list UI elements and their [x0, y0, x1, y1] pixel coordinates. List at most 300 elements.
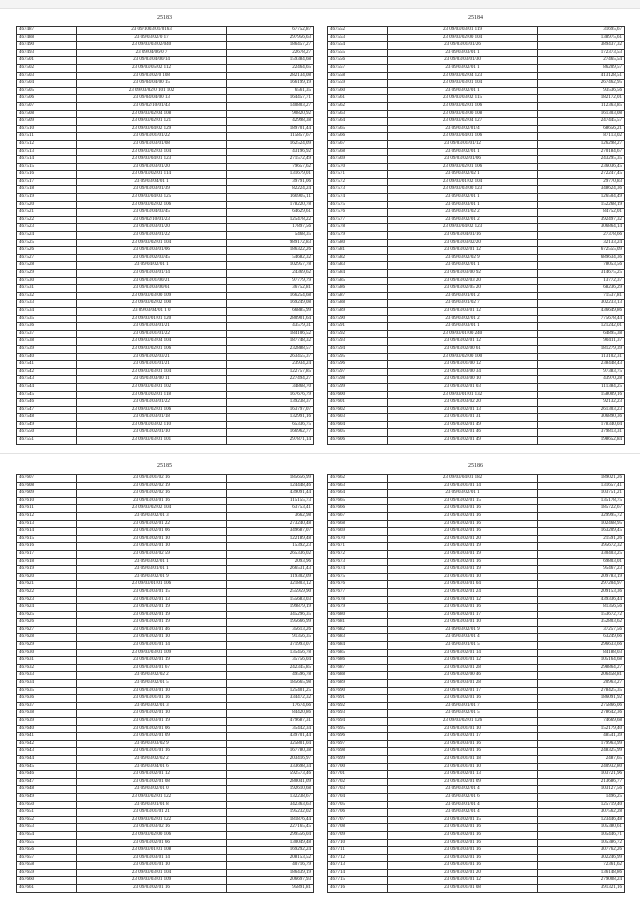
row-number-cell: 467536: [17, 323, 77, 331]
amount-cell: 93536,56: [538, 87, 625, 95]
row-number-cell: 467540: [17, 353, 77, 361]
table-row: [17, 512, 314, 520]
code-cell: 23 09/03/04/00/14: [77, 57, 227, 65]
row-number-cell: 467708: [328, 824, 388, 832]
code-cell: 23 09/03/03/01 1: [388, 201, 538, 209]
table-row: [17, 307, 314, 315]
table-row: [328, 323, 625, 331]
table-row: [17, 490, 314, 498]
row-number-cell: 467628: [17, 634, 77, 642]
code-cell: 23 09/03/02/01 5: [388, 710, 538, 718]
row-number-cell: 467551: [17, 437, 77, 445]
row-number-cell: 467639: [17, 718, 77, 726]
row-number-cell: 467641: [17, 733, 77, 741]
amount-cell: 105380,61: [538, 824, 625, 832]
amount-cell: 349687,07: [227, 528, 314, 536]
code-cell: 23 09/03/02/01 2: [388, 216, 538, 224]
code-cell: 23 09/03/02/01 16: [388, 824, 538, 832]
code-cell: 23 09/03/02/01 17: [388, 733, 538, 741]
amount-cell: 330403,25: [538, 550, 625, 558]
table-row: [17, 133, 314, 141]
code-cell: 23 09/03/02/01 16: [388, 520, 538, 528]
amount-cell: 5468,35: [227, 232, 314, 240]
table-row: [17, 793, 314, 801]
row-number-cell: 467658: [17, 862, 77, 870]
row-number-cell: 467577: [328, 216, 388, 224]
row-number-cell: 467703: [328, 786, 388, 794]
row-number-cell: 467591: [328, 323, 388, 331]
row-number-cell: 467685: [328, 649, 388, 657]
code-cell: 23 09/03/01/02 7: [388, 300, 538, 308]
row-number-cell: 467579: [328, 232, 388, 240]
amount-cell: 103751,21: [538, 490, 625, 498]
amount-cell: 189021,26: [538, 475, 625, 483]
code-cell: 23 09/03/02/01 10: [77, 634, 227, 642]
amount-cell: 24369,62: [227, 270, 314, 278]
code-cell: 23 09/03/01/01/21: [77, 361, 227, 369]
row-number-cell: 467625: [17, 611, 77, 619]
row-number-cell: 467694: [328, 718, 388, 726]
amount-cell: 69803,01: [538, 558, 625, 566]
code-cell: 23 09/03/02/01 10: [77, 543, 227, 551]
amount-cell: 138975,61: [538, 34, 625, 42]
amount-cell: 32133,24: [538, 239, 625, 247]
row-number-cell: 467640: [17, 725, 77, 733]
amount-cell: 186439,19: [227, 869, 314, 877]
code-cell: 23 09/03/03/01 4: [388, 634, 538, 642]
table-row: [17, 262, 314, 270]
amount-cell: 186091,92: [538, 695, 625, 703]
row-number-cell: 467566: [328, 133, 388, 141]
code-cell: 23 09/03/01/01 12: [388, 877, 538, 885]
row-number-cell: 467546: [17, 399, 77, 407]
row-number-cell: 467550: [17, 429, 77, 437]
row-number-cell: 467538: [17, 338, 77, 346]
code-cell: 23 09/03/01/01 120: [77, 315, 227, 323]
table-row: [328, 695, 625, 703]
amount-cell: 103127,56: [538, 786, 625, 794]
code-cell: 23 09/03/01/00 240: [388, 330, 538, 338]
amount-cell: 255959,90: [227, 588, 314, 596]
row-number-cell: 467677: [328, 588, 388, 596]
row-number-cell: 467516: [17, 171, 77, 179]
row-number-cell: 467522: [17, 216, 77, 224]
table-row: [17, 437, 314, 445]
row-number-cell: 467606: [328, 437, 388, 445]
code-cell: 23 09/03/02/01 1: [388, 490, 538, 498]
amount-cell: 302233,13: [538, 300, 625, 308]
row-number-cell: 467635: [17, 687, 77, 695]
code-cell: 23 09/03/02/01 9: [77, 573, 227, 581]
code-cell: 23 09/03/01/00 12: [388, 361, 538, 369]
table-row: [17, 178, 314, 186]
table-row: [328, 786, 625, 794]
row-number-cell: 467637: [17, 702, 77, 710]
code-cell: 23 09/03/03/00/61: [77, 285, 227, 293]
table-row: [17, 429, 314, 437]
table-row: [328, 178, 625, 186]
table-row: [328, 755, 625, 763]
table-row: [328, 216, 625, 224]
amount-cell: 166254,68: [227, 292, 314, 300]
code-cell: 23 09/03/01/01 10: [388, 763, 538, 771]
amount-cell: 273240,48: [227, 520, 314, 528]
amount-cell: 22464,65: [227, 64, 314, 72]
row-number-cell: 467633: [17, 672, 77, 680]
amount-cell: 672555,09: [538, 247, 625, 255]
row-number-cell: 467528: [17, 262, 77, 270]
table-row: [328, 437, 625, 445]
amount-cell: 213686,77: [538, 778, 625, 786]
code-cell: 23 09/03/03/01 119: [388, 27, 538, 35]
amount-cell: 97779,79: [227, 277, 314, 285]
table-row: [328, 300, 625, 308]
table-row: [328, 604, 625, 612]
table-row: [17, 399, 314, 407]
amount-cell: 182172,01: [538, 95, 625, 103]
row-number-cell: 467562: [328, 102, 388, 110]
table-row: [328, 292, 625, 300]
code-cell: 23 09/03/01/01 14: [77, 642, 227, 650]
amount-cell: 40716,79: [227, 862, 314, 870]
table-row: [328, 42, 625, 50]
table-row: [328, 573, 625, 581]
amount-cell: 84752,01: [538, 209, 625, 217]
row-number-cell: 467510: [17, 125, 77, 133]
table-row: [328, 232, 625, 240]
table-row: [17, 254, 314, 262]
row-number-cell: 467530: [17, 277, 77, 285]
row-number-cell: 467539: [17, 345, 77, 353]
row-number-cell: 467610: [17, 497, 77, 505]
row-number-cell: 467627: [17, 626, 77, 634]
amount-cell: 95467,23: [538, 566, 625, 574]
row-number-cell: 467707: [328, 816, 388, 824]
code-cell: 23 09/03/02/01 15: [388, 497, 538, 505]
table-row: [17, 680, 314, 688]
table-row: [17, 497, 314, 505]
table-row: [328, 102, 625, 110]
table-row: [328, 619, 625, 627]
row-number-cell: 467574: [328, 194, 388, 202]
amount-cell: 352803,62: [538, 619, 625, 627]
row-number-cell: 467541: [17, 361, 77, 369]
table-row: [17, 118, 314, 126]
code-cell: 23 09/03/01/01/22: [77, 133, 227, 141]
table-row: [328, 368, 625, 376]
table-row: [17, 869, 314, 877]
row-number-cell: 467585: [328, 277, 388, 285]
amount-cell: 181279,39: [538, 345, 625, 353]
table-row: [328, 315, 625, 323]
code-cell: 23 09/03/02/01 12: [77, 771, 227, 779]
code-cell: 23 09/03/02/01 0: [77, 786, 227, 794]
table-row: [17, 232, 314, 240]
code-cell: 23 09/03/03/01 14: [77, 854, 227, 862]
row-number-cell: 467615: [17, 535, 77, 543]
code-cell: 23 09/03/04/03/45: [77, 209, 227, 217]
row-number-cell: 467667: [328, 512, 388, 520]
amount-cell: 325801,04: [227, 740, 314, 748]
table-row: [328, 596, 625, 604]
table-block-25184: [327, 14, 624, 445]
table-row: [17, 209, 314, 217]
row-number-cell: 467709: [328, 831, 388, 839]
amount-cell: 199879,19: [227, 604, 314, 612]
code-cell: 23 09/03/04/02 123: [388, 224, 538, 232]
table-row: [17, 657, 314, 665]
table-row: [328, 733, 625, 741]
row-number-cell: 467630: [17, 649, 77, 657]
table-row: [328, 399, 625, 407]
row-number-cell: 467686: [328, 657, 388, 665]
amount-cell: 74669,68: [538, 718, 625, 726]
amount-cell: 775678,44: [538, 315, 625, 323]
code-cell: 23 09/03/04/01 123: [77, 156, 227, 164]
table-row: [328, 877, 625, 885]
table-row: [17, 315, 314, 323]
row-number-cell: 467506: [17, 95, 77, 103]
row-number-cell: 467652: [17, 816, 77, 824]
row-number-cell: 467512: [17, 140, 77, 148]
table-body: [17, 27, 314, 445]
code-cell: 23 09/03/01/01/22: [77, 330, 227, 338]
row-number-cell: 467488: [17, 34, 77, 42]
code-cell: 23 09/03/01/01 08: [388, 885, 538, 893]
row-number-cell: 467665: [328, 497, 388, 505]
row-number-cell: 467553: [328, 34, 388, 42]
code-cell: 23 09/03/02/01 104: [77, 239, 227, 247]
amount-cell: 185656,99: [227, 475, 314, 483]
row-number-cell: 467679: [328, 604, 388, 612]
row-number-cell: 467588: [328, 300, 388, 308]
code-cell: 23 09/03/02/01 19: [77, 611, 227, 619]
table-row: [328, 133, 625, 141]
amount-cell: 111384,25: [538, 383, 625, 391]
table-row: [17, 771, 314, 779]
code-cell: 23 09/03/02/01 10: [77, 710, 227, 718]
code-cell: 23 09/03/02/02 19: [77, 482, 227, 490]
table-row: [17, 778, 314, 786]
code-cell: 23 09/03/02/01 13: [388, 771, 538, 779]
row-number-cell: 467589: [328, 307, 388, 315]
amount-cell: 1496,25: [538, 793, 625, 801]
code-cell: 23 09/03/03/02 16: [77, 824, 227, 832]
code-cell: 23 09/03/02/01 16: [388, 604, 538, 612]
table-row: [17, 194, 314, 202]
code-cell: 23 09/03/02/01 17: [388, 687, 538, 695]
amount-cell: 20963,27: [538, 680, 625, 688]
amount-cell: 22678,27: [227, 49, 314, 57]
row-number-cell: 467568: [328, 148, 388, 156]
amount-cell: 479687,31: [227, 718, 314, 726]
code-cell: 23 09/03/02/01 9: [388, 626, 538, 634]
code-cell: 23 09/03/02/01 12: [388, 596, 538, 604]
row-number-cell: 467543: [17, 376, 77, 384]
code-cell: 23 09/03/02/01 22: [77, 520, 227, 528]
amount-cell: 189701,44: [227, 125, 314, 133]
row-number-cell: 467657: [17, 854, 77, 862]
code-cell: 23 09/03/02/03 20: [388, 277, 538, 285]
code-cell: 23 09/03/02/00 46: [388, 672, 538, 680]
row-number-cell: 467653: [17, 824, 77, 832]
row-number-cell: 467598: [328, 376, 388, 384]
amount-cell: 131657,41: [538, 482, 625, 490]
amount-cell: 102468,95: [538, 520, 625, 528]
table-row: [17, 42, 314, 50]
row-number-cell: 467513: [17, 148, 77, 156]
code-cell: 23 09/1003/01/0163: [77, 27, 227, 35]
code-cell: 23 09/03/02/02 9: [388, 254, 538, 262]
row-number-cell: 467607: [17, 475, 77, 483]
code-cell: 23 09/03/03/00 10: [388, 376, 538, 384]
amount-cell: 238448,43: [538, 361, 625, 369]
row-number-cell: 467672: [328, 550, 388, 558]
amount-cell: 161303,08: [538, 110, 625, 118]
table-row: [17, 72, 314, 80]
table-row: [328, 680, 625, 688]
row-number-cell: 467624: [17, 604, 77, 612]
code-cell: 23 09/03/04/01 1: [77, 178, 227, 186]
table-row: [328, 247, 625, 255]
row-number-cell: 467557: [328, 64, 388, 72]
table-row: [328, 201, 625, 209]
amount-cell: 306890,36: [538, 414, 625, 422]
code-cell: 23 09/03/02/01 19: [77, 604, 227, 612]
table-row: [17, 824, 314, 832]
amount-cell: 206458,81: [538, 672, 625, 680]
amount-cell: 248325,99: [538, 748, 625, 756]
table-row: [328, 626, 625, 634]
table-row: [328, 588, 625, 596]
row-number-cell: 467570: [328, 163, 388, 171]
row-number-cell: 467520: [17, 201, 77, 209]
code-cell: 23 09/03/02/05 20: [388, 285, 538, 293]
row-number-cell: 467547: [17, 406, 77, 414]
code-cell: 23 09/03/01/01 16: [77, 695, 227, 703]
code-cell: 23 09/03/01/01 12: [388, 657, 538, 665]
code-cell: 23 09/03/01/01 16: [388, 862, 538, 870]
amount-cell: 84420,86: [227, 710, 314, 718]
code-cell: 23 09/03/04/01 106: [388, 133, 538, 141]
amount-cell: 135456,78: [227, 649, 314, 657]
row-number-cell: 467681: [328, 619, 388, 627]
data-table: [16, 474, 314, 893]
amount-cell: 140803,27: [227, 102, 314, 110]
amount-cell: 122757,85: [227, 368, 314, 376]
amount-cell: 278642,36: [538, 710, 625, 718]
table-block-25185: [16, 462, 313, 893]
amount-cell: 48541,39: [538, 733, 625, 741]
row-number-cell: 467650: [17, 801, 77, 809]
code-cell: 23 09/03/02/01 15: [388, 816, 538, 824]
code-cell: 23 09/03/02/02 16: [77, 490, 227, 498]
code-cell: 23 09/03/01/01 10: [77, 862, 227, 870]
row-number-cell: 467638: [17, 710, 77, 718]
code-cell: 23 09/03/02/01 122: [77, 816, 227, 824]
code-cell: 23 09/04/02/01 1: [77, 262, 227, 270]
table-row: [17, 558, 314, 566]
table-row: [17, 566, 314, 574]
code-cell: 23 09/03/02/01 16: [388, 854, 538, 862]
code-cell: 23 09/03/01/01 5: [388, 642, 538, 650]
code-cell: 23 09/03/03/01 1: [388, 323, 538, 331]
table-row: [17, 34, 314, 42]
amount-cell: 314675,25: [538, 270, 625, 278]
table-row: [17, 581, 314, 589]
code-cell: 23 09/03/02/01 5: [77, 680, 227, 688]
page-title: 25183: [157, 15, 172, 21]
code-cell: 23 09/03/03/01 19: [77, 718, 227, 726]
table-body: [17, 475, 314, 893]
code-cell: 23 09/02/10/01/43: [77, 102, 227, 110]
amount-cell: 126298,27: [538, 140, 625, 148]
data-table: [327, 474, 625, 893]
table-row: [328, 80, 625, 88]
row-number-cell: 467508: [17, 110, 77, 118]
code-cell: 23 09/03/03/01 12: [388, 307, 538, 315]
code-cell: 23 09/03/02/02 2: [77, 672, 227, 680]
code-cell: 23 09/03/03/01 04: [388, 581, 538, 589]
code-cell: 23 09/03/01/01 2: [388, 292, 538, 300]
code-cell: 23 09/03/02/00 61: [388, 345, 538, 353]
amount-cell: 185665,98: [227, 680, 314, 688]
code-cell: 23 09/03/02/01 14: [388, 649, 538, 657]
amount-cell: 265336,02: [227, 550, 314, 558]
table-row: [328, 140, 625, 148]
code-cell: 23 09/03/03/02/20: [388, 239, 538, 247]
table-row: [17, 201, 314, 209]
table-row: [17, 110, 314, 118]
amount-cell: 163209,45: [538, 528, 625, 536]
code-cell: 23 09/03/02/00 100: [388, 353, 538, 361]
table-row: [17, 163, 314, 171]
amount-cell: 439336,44: [538, 596, 625, 604]
row-number-cell: 467619: [17, 566, 77, 574]
row-number-cell: 467675: [328, 573, 388, 581]
amount-cell: 307762,26: [538, 847, 625, 855]
code-cell: 23 09/03/02/01 1: [388, 64, 538, 72]
row-number-cell: 467715: [328, 877, 388, 885]
row-number-cell: 467629: [17, 642, 77, 650]
table-row: [17, 626, 314, 634]
table-row: [328, 672, 625, 680]
table-row: [17, 140, 314, 148]
code-cell: 23 09/03/03/01 109: [77, 877, 227, 885]
table-row: [17, 816, 314, 824]
table-row: [17, 285, 314, 293]
row-number-cell: 467622: [17, 588, 77, 596]
table-row: [328, 156, 625, 164]
code-cell: 23 09/03/03/01 101: [77, 437, 227, 445]
row-number-cell: 467518: [17, 186, 77, 194]
table-row: [17, 543, 314, 551]
table-row: [17, 801, 314, 809]
row-number-cell: 467691: [328, 695, 388, 703]
row-number-cell: 467698: [328, 748, 388, 756]
amount-cell: 2487,65: [538, 755, 625, 763]
table-row: [17, 102, 314, 110]
amount-cell: 280041,09: [227, 778, 314, 786]
code-cell: 23 09/03/03/01 67: [77, 664, 227, 672]
code-cell: 23 09/03/02/01 13: [388, 406, 538, 414]
table-row: [17, 687, 314, 695]
table-row: [17, 809, 314, 817]
code-cell: 23 09/03/02/01/4: [388, 125, 538, 133]
row-number-cell: 467642: [17, 740, 77, 748]
code-cell: 23 09/03/02/01 06: [77, 725, 227, 733]
code-cell: 23 09/03/02/01 1: [388, 262, 538, 270]
